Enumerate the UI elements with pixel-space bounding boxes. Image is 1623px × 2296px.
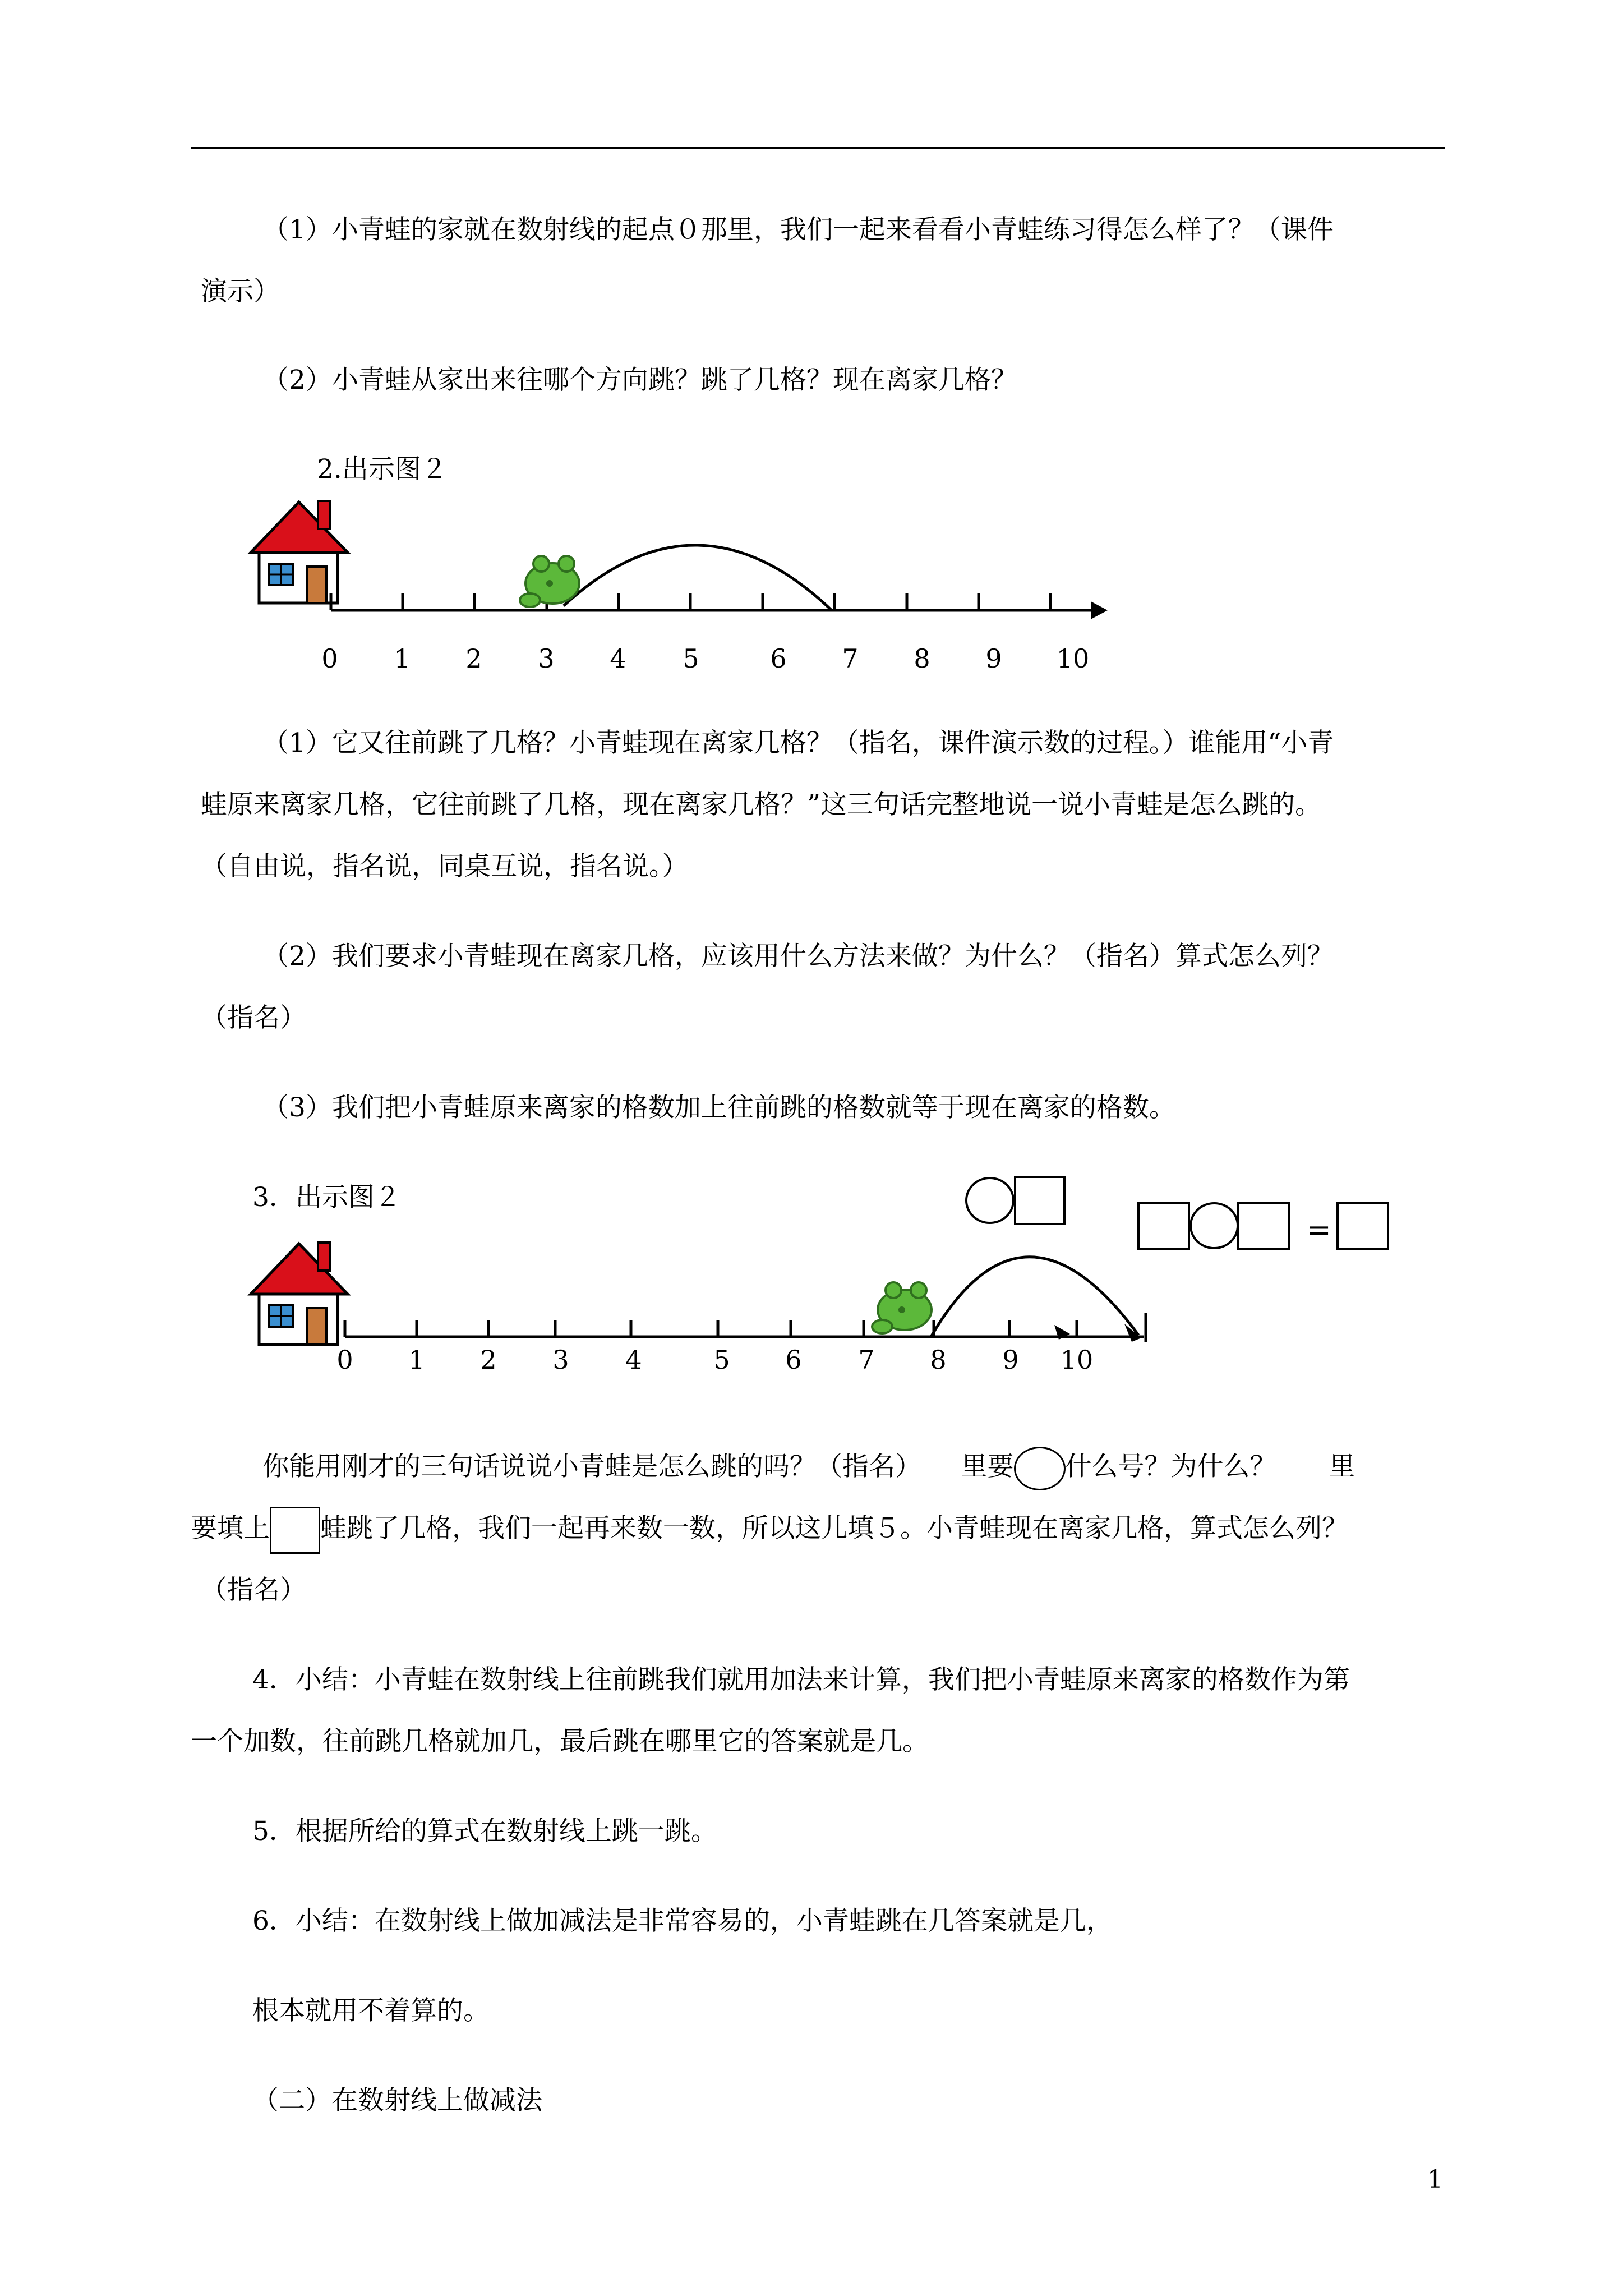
paragraph: （1）小青蛙的家就在数射线的起点０那里，我们一起来看看小青蛙练习得怎么样了？（课件 xyxy=(262,214,1334,245)
paragraph-part: 蛙跳了几格，我们一起再来数一数，所以这儿填５。小青蛙现在离家几格，算式怎么列？ xyxy=(320,1513,1348,1544)
tick-label: 0 xyxy=(336,1345,353,1375)
tick-label: 6 xyxy=(770,643,787,674)
tick-label: 9 xyxy=(985,643,1002,674)
tick-label: 4 xyxy=(610,643,626,674)
tick-label: 7 xyxy=(858,1345,875,1375)
paragraph: 根本就用不着算的。 xyxy=(252,1995,490,2026)
figure-title: 3．出示图２ xyxy=(252,1182,401,1213)
answer-box xyxy=(1015,1177,1064,1224)
paragraph: （自由说，指名说，同桌互说，指名说。） xyxy=(201,851,689,882)
paragraph: 蛙原来离家几格，它往前跳了几格，现在离家几格？”这三句话完整地说一说小青蛙是怎么跳的。 xyxy=(201,789,1322,820)
inline-oval-shape xyxy=(1014,1447,1066,1490)
tick-label: 8 xyxy=(930,1345,947,1375)
paragraph-part: 什么号？为什么？ 里 xyxy=(1065,1451,1355,1482)
tick-label: 6 xyxy=(785,1345,802,1375)
section-heading: （二）在数射线上做减法 xyxy=(252,2085,542,2116)
paragraph-part: 要填上 xyxy=(191,1513,270,1544)
paragraph: （指名） xyxy=(201,1002,306,1033)
tick-label: 0 xyxy=(321,643,338,674)
tick-label: 1 xyxy=(394,643,411,674)
tick-label: 10 xyxy=(1060,1345,1094,1375)
paragraph: 4．小结：小青蛙在数射线上往前跳我们就用加法来计算，我们把小青蛙原来离家的格数作为第 xyxy=(252,1664,1350,1695)
tick-label: 4 xyxy=(625,1345,642,1375)
figure-title: 2.出示图２ xyxy=(317,454,448,485)
equals-sign: = xyxy=(1307,1213,1331,1247)
equation-box xyxy=(1238,1203,1289,1249)
paragraph: 一个加数，往前跳几格就加几，最后跳在哪里它的答案就是几。 xyxy=(191,1726,929,1757)
paragraph: 6．小结：在数射线上做加减法是非常容易的，小青蛙跳在几答案就是几， xyxy=(252,1906,1113,1936)
tick-label: 1 xyxy=(408,1345,425,1375)
page-number: 1 xyxy=(1427,2165,1443,2194)
equation-oval xyxy=(1191,1203,1238,1248)
tick-label: 7 xyxy=(842,643,859,674)
paragraph: （3）我们把小青蛙原来离家的格数加上往前跳的格数就等于现在离家的格数。 xyxy=(262,1092,1175,1123)
paragraph: 5．根据所给的算式在数射线上跳一跳。 xyxy=(252,1816,717,1847)
paragraph xyxy=(191,1498,1348,1559)
paragraph: （2）小青蛙从家出来往哪个方向跳？跳了几格？现在离家几格？ xyxy=(262,365,1017,395)
jump-arc xyxy=(931,1257,1138,1337)
paragraph-part: 你能用刚才的三句话说说小青蛙是怎么跳的吗？（指名） 里要 xyxy=(262,1451,1014,1482)
paragraph: （2）我们要求小青蛙现在离家几格，应该用什么方法来做？为什么？（指名）算式怎么列？ xyxy=(262,941,1334,972)
frog-icon xyxy=(872,1282,932,1333)
paragraph: （1）它又往前跳了几格？小青蛙现在离家几格？（指名，课件演示数的过程。）谁能用“小青 xyxy=(262,728,1334,758)
operator-oval xyxy=(966,1178,1013,1223)
tick-label: 10 xyxy=(1056,643,1090,674)
tick-label: 8 xyxy=(914,643,930,674)
tick-label: 9 xyxy=(1002,1345,1019,1375)
tick-label: 5 xyxy=(713,1345,730,1375)
tick-label: 3 xyxy=(538,643,555,674)
equation-box xyxy=(1338,1203,1388,1249)
paragraph xyxy=(262,1436,1355,1498)
tick-label: 2 xyxy=(480,1345,497,1375)
house-icon xyxy=(251,1243,348,1345)
paragraph: 演示） xyxy=(201,276,280,307)
tick-label: 3 xyxy=(552,1345,569,1375)
tick-label: 2 xyxy=(465,643,482,674)
inline-box-shape xyxy=(270,1507,320,1554)
paragraph: （指名） xyxy=(201,1575,306,1605)
tick-label: 5 xyxy=(683,643,699,674)
equation-box xyxy=(1138,1203,1189,1249)
